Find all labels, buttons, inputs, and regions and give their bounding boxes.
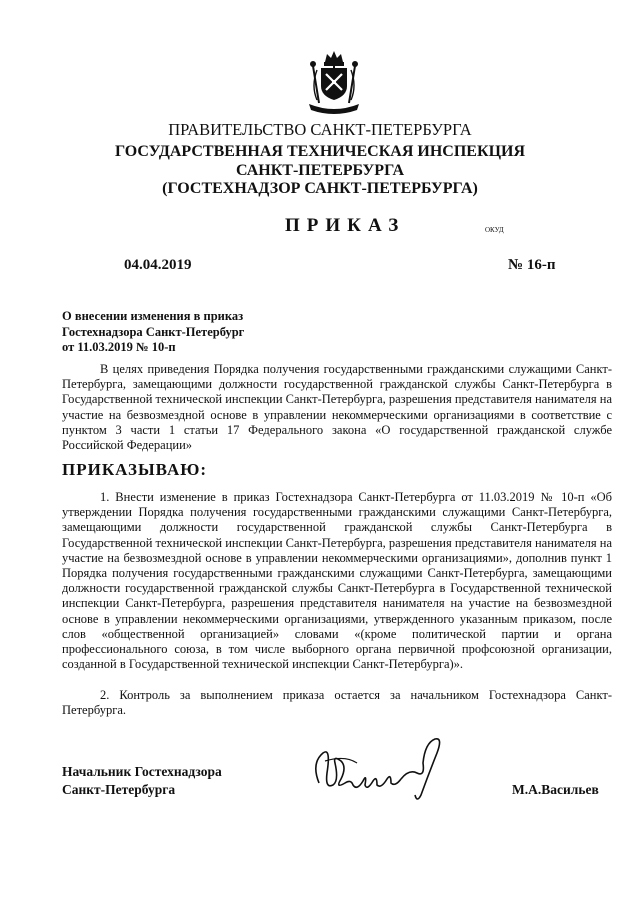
okud-label: ОКУД	[485, 226, 504, 234]
position-line: Начальник Гостехнадзора	[62, 764, 222, 779]
handwritten-signature	[305, 733, 450, 805]
order-word: ПРИКАЗЫВАЮ:	[62, 460, 208, 479]
inspection-title: ГОСУДАРСТВЕННАЯ ТЕХНИЧЕСКАЯ ИНСПЕКЦИЯ	[114, 143, 526, 160]
inspection-city: САНКТ-ПЕТЕРБУРГА	[235, 162, 405, 179]
coat-of-arms-emblem	[303, 48, 365, 118]
order-date: 04.04.2019	[124, 257, 192, 273]
order-number: № 16-п	[508, 257, 556, 273]
document-type: ПРИКАЗ	[285, 215, 406, 236]
subject-line: Гостехнадзора Санкт-Петербург	[62, 324, 245, 339]
order-item: 1. Внести изменение в приказ Гостехнадзора Санкт-Петербурга от 11.03.2019 № 10-п «Об утверждении Порядка получения государственными гражданскими служащими Санкт-Петербурга, замещающими должности государственной гражданской службы Санкт-Петербурга в Государственной технической инспекции Санкт-Петербурга, разрешения представителя нанимателя на участие на безвозмездной основе в управлении некоммерческими организациями», дополнив пункт 1 Порядка получения государственными гражданскими служащими Санкт-Петербурга, замещающими должности государственной гражданской службы Санкт-Петербурга в Государственной технической инспекции Санкт-Петербурга, разрешения представителя нанимателя на участие на безвозмездной основе в управлении некоммерческими организациями, утвержденного указанным приказом, после слов «общественной организацией» словами «(кроме политической партии и органа профессионального союза, в том числе выборного органа первичной профсоюзной организации, созданной в Государственной технической инспекции Санкт-Петербурга)».	[62, 490, 612, 672]
signatory-position	[62, 763, 222, 799]
preamble-paragraph: В целях приведения Порядка получения государственными гражданскими служащими Санкт-Петербурга, замещающими должности государственной гражданской службы Санкт-Петербурга в Государственной технической инспекции Санкт-Петербурга, разрешения представителя нанимателя на участие на безвозмездной основе в управлении некоммерческими организациями в соответствие с пунктом 3 части 1 статьи 17 Федерального закона «О государственной гражданской службе Российской Федерации»	[62, 362, 612, 453]
subject-line: О внесении изменения в приказ	[62, 309, 244, 323]
order-subject	[62, 309, 244, 356]
government-title: ПРАВИТЕЛЬСТВО САНКТ-ПЕТЕРБУРГА	[168, 120, 472, 139]
signatory-name: М.А.Васильев	[512, 782, 599, 797]
subject-line: от 11.03.2019 № 10-п	[62, 340, 176, 354]
inspection-abbrev: (ГОСТЕХНАДЗОР САНКТ-ПЕТЕРБУРГА)	[162, 180, 478, 197]
order-item: 2. Контроль за выполнением приказа остается за начальником Гостехнадзора Санкт-Петербурга.	[62, 688, 612, 718]
position-line: Санкт-Петербурга	[62, 782, 176, 797]
